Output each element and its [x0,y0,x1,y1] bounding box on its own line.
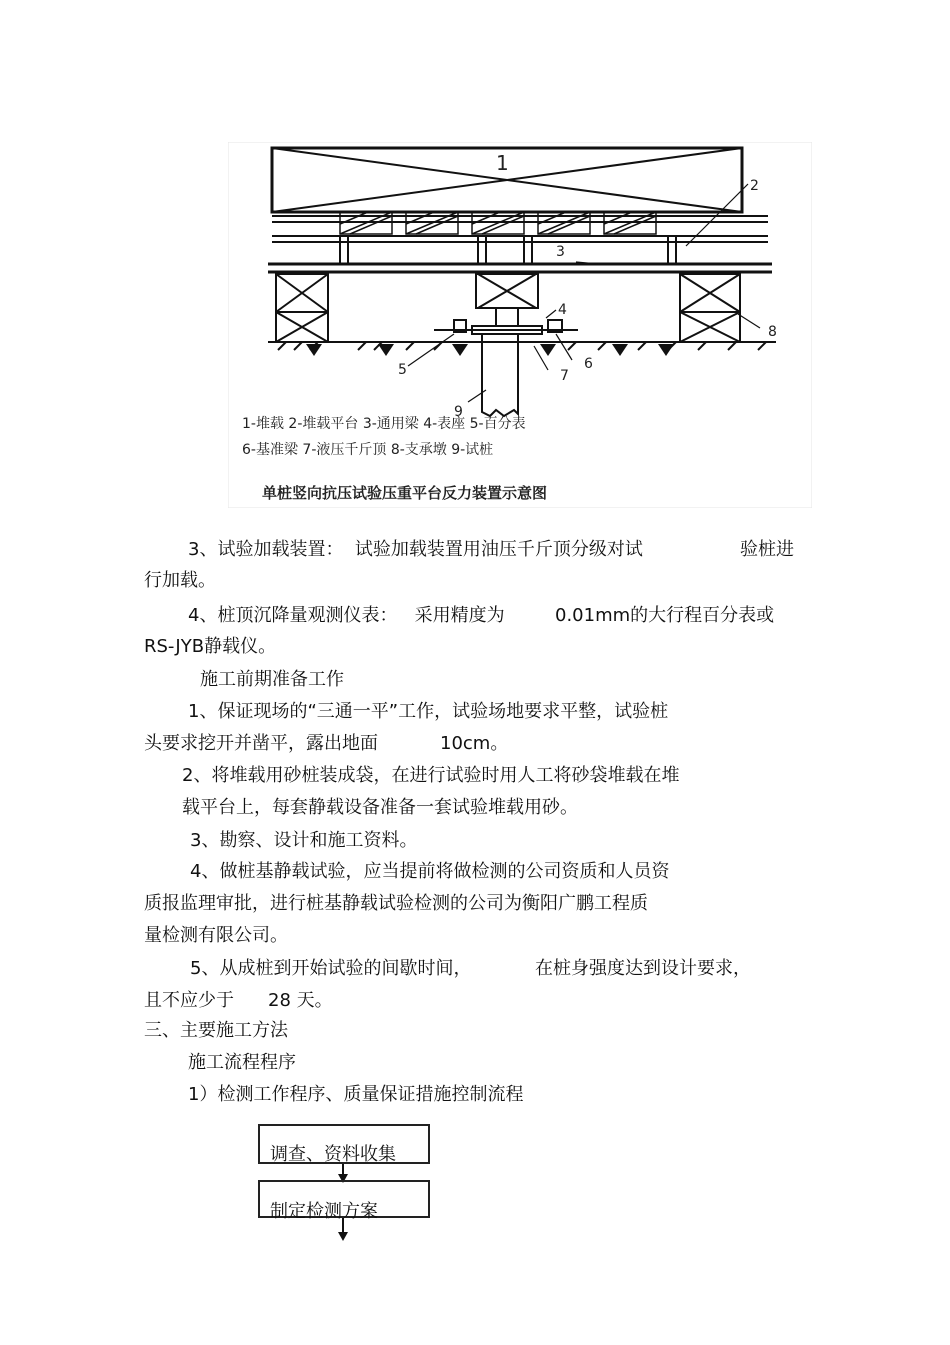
para-1-line-1a: 3、试验加载装置： 试验加载装置用油压千斤顶分级对试 [188,539,643,560]
heading-main-methods: 三、主要施工方法 [144,1020,288,1041]
para-7-line-1b: 在桩身强度达到设计要求， [535,958,751,979]
heading-flow-procedure: 施工流程程序 [188,1052,296,1073]
para-1-line-2: 行加载。 [144,570,216,591]
para-2-line-1b: 0.01mm的大行程百分表或 [555,605,775,626]
para-6-line-3: 量检测有限公司。 [144,925,288,946]
para-4-line-2: 载平台上，每套静载设备准备一套试验堆载用砂。 [182,797,578,818]
para-7-line-2b: 28 天。 [268,990,333,1011]
reaction-device-diagram [228,142,812,508]
flow-box-plan-label: 制定检测方案 [270,1201,378,1222]
para-6-line-1: 4、做桩基静载试验，应当提前将做检测的公司资质和人员资 [190,861,670,882]
para-2-line-1a: 4、桩顶沉降量观测仪表： 采用精度为 [188,605,505,626]
diagram-legend-line-1: 1-堆载 2-堆载平台 3-通用梁 4-表座 5-百分表 [242,416,526,432]
heading-preparation: 施工前期准备工作 [200,669,344,690]
para-3-line-2b: 10cm。 [440,733,509,754]
para-4-line-1: 2、将堆载用砂桩装成袋，在进行试验时用人工将砂袋堆载在堆 [182,765,680,786]
heading-flow-1: 1）检测工作程序、质量保证措施控制流程 [188,1084,524,1105]
diagram-caption: 单桩竖向抗压试验压重平台反力装置示意图 [262,484,548,502]
diagram-label-2: 2 [750,178,759,194]
para-6-line-2: 质报监理审批，进行桩基静载试验检测的公司为衡阳广鹏工程质 [144,893,648,914]
diagram-label-4: 4 [558,302,567,318]
diagram-label-6: 6 [584,356,593,372]
diagram-label-1: 1 [496,151,509,175]
para-3-line-1: 1、保证现场的“三通一平”工作，试验场地要求平整，试验桩 [188,701,669,722]
diagram-svg [228,142,812,508]
para-7-line-2a: 且不应少于 [144,990,234,1011]
diagram-legend-line-2: 6-基准梁 7-液压千斤顶 8-支承墩 9-试桩 [242,442,494,458]
diagram-label-8: 8 [768,324,777,340]
flow-box-survey-label: 调查、资料收集 [270,1144,396,1165]
para-3-line-2a: 头要求挖开并凿平，露出地面 [144,733,378,754]
para-1-line-1b: 验桩进 [740,539,794,560]
diagram-label-5: 5 [398,362,407,378]
diagram-label-3: 3 [556,244,565,260]
para-5: 3、勘察、设计和施工资料。 [190,830,418,851]
para-7-line-1a: 5、从成桩到开始试验的间歇时间， [190,958,472,979]
flow-arrow-2 [330,1218,360,1242]
diagram-label-9: 9 [454,404,463,420]
diagram-label-7: 7 [560,368,569,384]
para-2-line-2: RS-JYB静载仪。 [144,636,277,657]
